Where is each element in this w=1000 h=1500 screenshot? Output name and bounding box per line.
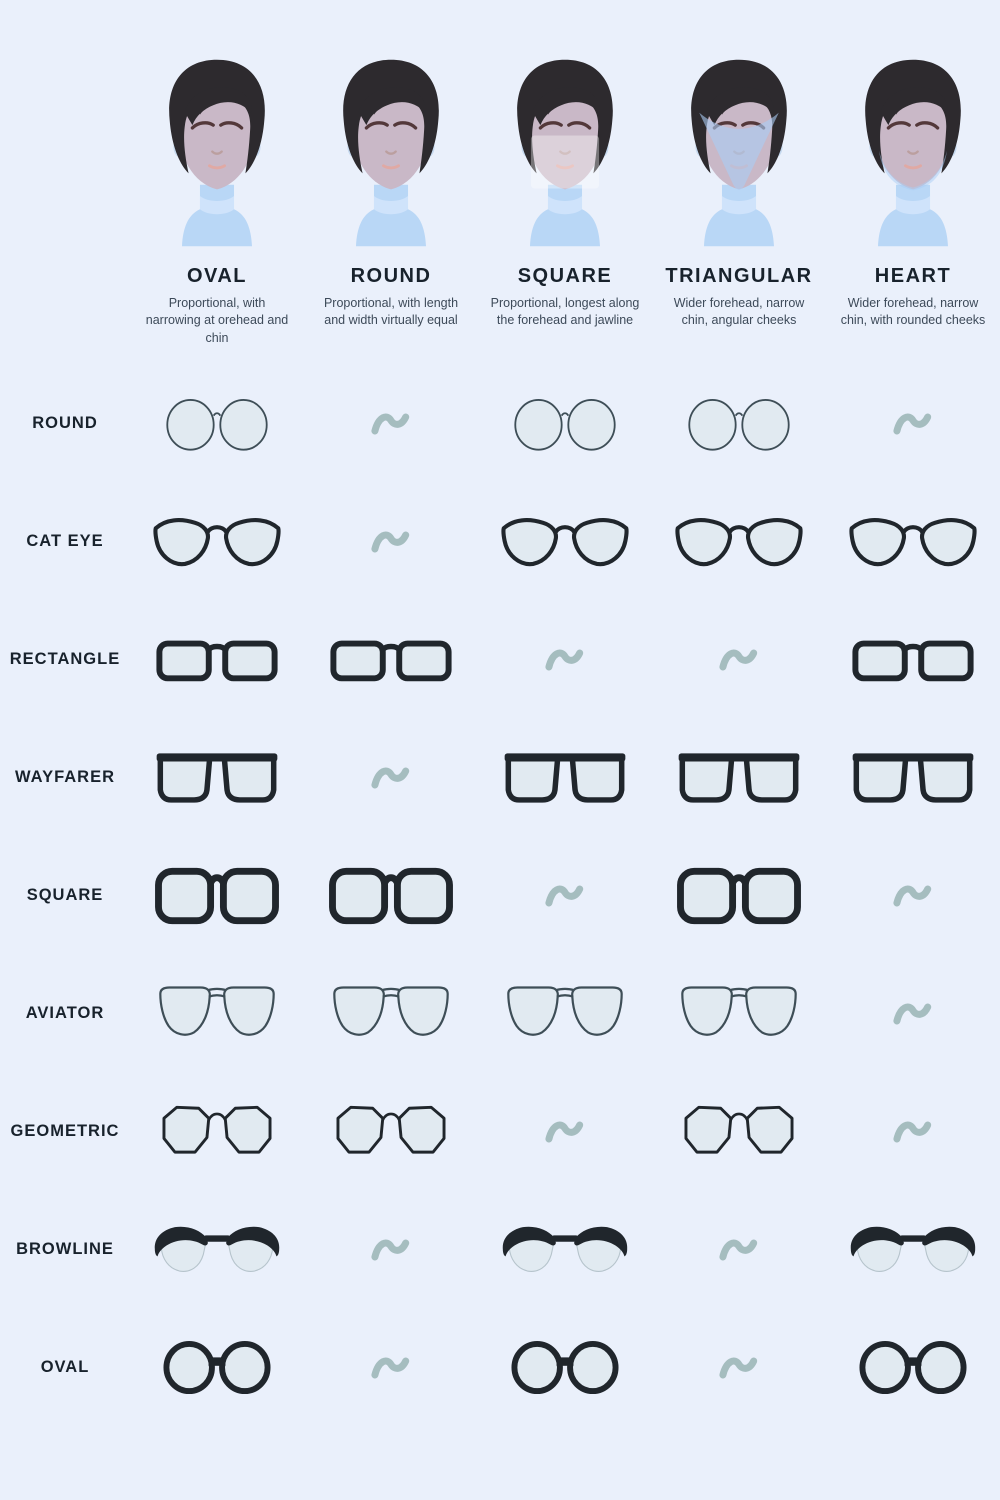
compatibility-grid bbox=[0, 365, 1000, 1427]
oval-face-icon bbox=[150, 56, 284, 250]
cat-eye-glasses-icon bbox=[652, 510, 826, 574]
face-shape-description: Wider forehead, narrow chin, with rounded cheeks bbox=[840, 296, 986, 328]
face-column-oval bbox=[130, 56, 304, 347]
geometric-glasses-icon bbox=[130, 1100, 304, 1164]
squiggle-icon bbox=[478, 1111, 652, 1153]
face-shape-description: Proportional, with narrowing at orehead and chin bbox=[145, 296, 289, 345]
squiggle-icon bbox=[826, 875, 1000, 917]
oval-glasses-icon bbox=[478, 1338, 652, 1397]
grid-row-browline bbox=[0, 1191, 1000, 1309]
glasses-style-label: WAYFARER bbox=[15, 768, 115, 787]
glasses-style-label: SQUARE bbox=[26, 886, 104, 905]
rectangle-glasses-icon bbox=[130, 628, 304, 692]
browline-glasses-icon bbox=[826, 1218, 1000, 1282]
squiggle-icon bbox=[304, 403, 478, 445]
rectangle-glasses-icon bbox=[826, 628, 1000, 692]
wayfarer-glasses-icon bbox=[652, 746, 826, 810]
square-face-icon bbox=[498, 56, 632, 250]
cat-eye-glasses-icon bbox=[826, 510, 1000, 574]
squiggle-icon bbox=[652, 1347, 826, 1389]
grid-row-square bbox=[0, 837, 1000, 955]
squiggle-icon bbox=[304, 757, 478, 799]
face-shape-name: SQUARE bbox=[517, 265, 613, 287]
face-column-square bbox=[478, 56, 652, 347]
cat-eye-glasses-icon bbox=[478, 510, 652, 574]
oval-glasses-icon bbox=[826, 1338, 1000, 1397]
squiggle-icon bbox=[478, 639, 652, 681]
face-column-triangular bbox=[652, 56, 826, 347]
face-shape-description: Proportional, with length and width virtually equal bbox=[323, 296, 459, 328]
glasses-style-label: RECTANGLE bbox=[9, 650, 121, 669]
round-glasses-icon bbox=[652, 395, 826, 453]
glasses-style-label: GEOMETRIC bbox=[10, 1122, 120, 1141]
aviator-glasses-icon bbox=[652, 982, 826, 1046]
squiggle-icon bbox=[826, 993, 1000, 1035]
face-shape-name: ROUND bbox=[350, 265, 432, 287]
face-shape-name: HEART bbox=[874, 265, 952, 287]
wayfarer-glasses-icon bbox=[478, 746, 652, 810]
oval-glasses-icon bbox=[130, 1338, 304, 1397]
face-column-round bbox=[304, 56, 478, 347]
aviator-glasses-icon bbox=[478, 982, 652, 1046]
grid-row-geometric bbox=[0, 1073, 1000, 1191]
glasses-style-label: ROUND bbox=[32, 414, 98, 433]
round-glasses-icon bbox=[130, 395, 304, 453]
round-glasses-icon bbox=[478, 395, 652, 453]
squiggle-icon bbox=[826, 403, 1000, 445]
glasses-style-label: CAT EYE bbox=[26, 532, 104, 551]
square-glasses-icon bbox=[304, 864, 478, 928]
heart-face-icon bbox=[846, 56, 980, 250]
grid-row-aviator bbox=[0, 955, 1000, 1073]
triangular-face-icon bbox=[672, 56, 806, 250]
face-shape-name: TRIANGULAR bbox=[665, 265, 813, 287]
squiggle-icon bbox=[304, 1229, 478, 1271]
face-shape-description: Proportional, longest along the forehead and jawline bbox=[490, 296, 640, 328]
geometric-glasses-icon bbox=[652, 1100, 826, 1164]
grid-row-wayfarer bbox=[0, 719, 1000, 837]
aviator-glasses-icon bbox=[304, 982, 478, 1046]
face-column-heart bbox=[826, 56, 1000, 347]
wayfarer-glasses-icon bbox=[826, 746, 1000, 810]
browline-glasses-icon bbox=[130, 1218, 304, 1282]
browline-glasses-icon bbox=[478, 1218, 652, 1282]
face-shape-name: OVAL bbox=[186, 265, 248, 287]
face-shape-description: Wider forehead, narrow chin, angular cheeks bbox=[673, 296, 805, 328]
squiggle-icon bbox=[652, 1229, 826, 1271]
squiggle-icon bbox=[304, 1347, 478, 1389]
grid-row-round bbox=[0, 365, 1000, 483]
geometric-glasses-icon bbox=[304, 1100, 478, 1164]
squiggle-icon bbox=[652, 639, 826, 681]
glasses-style-label: AVIATOR bbox=[25, 1004, 105, 1023]
squiggle-icon bbox=[304, 521, 478, 563]
square-glasses-icon bbox=[130, 864, 304, 928]
grid-row-oval bbox=[0, 1309, 1000, 1427]
squiggle-icon bbox=[478, 875, 652, 917]
wayfarer-glasses-icon bbox=[130, 746, 304, 810]
aviator-glasses-icon bbox=[130, 982, 304, 1046]
squiggle-icon bbox=[826, 1111, 1000, 1153]
cat-eye-glasses-icon bbox=[130, 510, 304, 574]
rectangle-glasses-icon bbox=[304, 628, 478, 692]
glasses-style-label: OVAL bbox=[40, 1358, 90, 1377]
grid-row-cat-eye bbox=[0, 483, 1000, 601]
glasses-style-label: BROWLINE bbox=[16, 1240, 114, 1259]
round-face-icon bbox=[324, 56, 458, 250]
square-glasses-icon bbox=[652, 864, 826, 928]
grid-row-rectangle bbox=[0, 601, 1000, 719]
face-shapes-header bbox=[0, 0, 1000, 347]
